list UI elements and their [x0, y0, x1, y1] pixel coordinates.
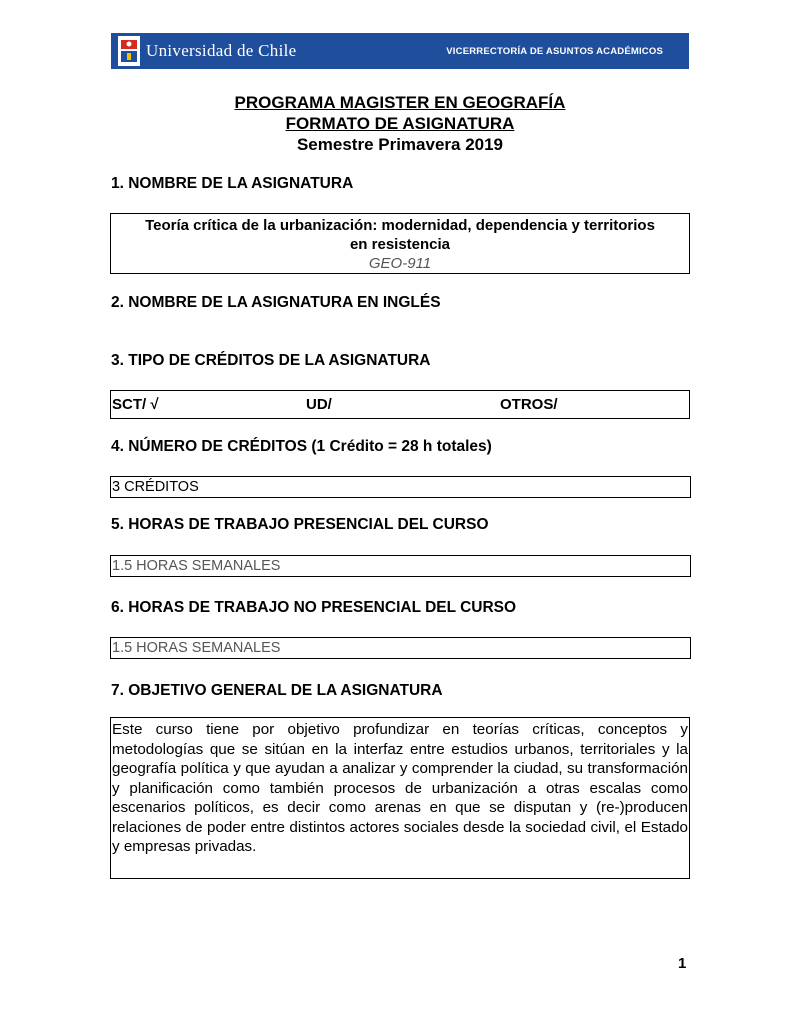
semester-title: Semestre Primavera 2019	[296, 135, 504, 154]
section-1-heading: 1. NOMBRE DE LA ASIGNATURA	[111, 175, 354, 192]
format-title: FORMATO DE ASIGNATURA	[285, 114, 515, 133]
section-2-heading: 2. NOMBRE DE LA ASIGNATURA EN INGLÉS	[111, 294, 441, 311]
presential-hours-box	[110, 555, 691, 577]
page-number: 1	[678, 955, 687, 972]
credit-type-sct: SCT/ √	[112, 396, 159, 413]
credits-box	[110, 476, 691, 498]
course-name-box	[110, 213, 690, 274]
credits-value: 3 CRÉDITOS	[112, 479, 199, 495]
university-logo-icon	[118, 36, 140, 66]
credit-type-ud: UD/	[306, 396, 332, 413]
header-banner	[111, 33, 689, 69]
credit-type-box	[110, 390, 690, 419]
program-title: PROGRAMA MAGISTER EN GEOGRAFÍA	[234, 93, 566, 112]
objective-box	[110, 717, 690, 879]
course-name-line-2: en resistencia	[349, 236, 451, 253]
section-7-heading: 7. OBJETIVO GENERAL DE LA ASIGNATURA	[111, 682, 443, 699]
section-5-heading: 5. HORAS DE TRABAJO PRESENCIAL DEL CURSO	[111, 516, 489, 533]
course-name-line-1: Teoría crítica de la urbanización: modernidad, dependencia y territorios	[145, 217, 655, 234]
section-3-heading: 3. TIPO DE CRÉDITOS DE LA ASIGNATURA	[111, 352, 431, 369]
non-presential-hours-box	[110, 637, 691, 659]
section-4-heading: 4. NÚMERO DE CRÉDITOS (1 Crédito = 28 h totales)	[111, 438, 492, 455]
university-name: Universidad de Chile	[146, 41, 297, 60]
section-6-heading: 6. HORAS DE TRABAJO NO PRESENCIAL DEL CURSO	[111, 599, 517, 616]
vicerrectoria-label: VICERRECTORÍA DE ASUNTOS ACADÉMICOS	[446, 45, 663, 57]
credit-type-otros: OTROS/	[500, 396, 558, 413]
presential-hours-value: 1.5 HORAS SEMANALES	[112, 558, 281, 574]
non-presential-hours-value: 1.5 HORAS SEMANALES	[112, 640, 281, 656]
course-code: GEO-911	[368, 255, 432, 272]
objective-text: Este curso tiene por objetivo profundizar en teorías críticas, conceptos y metodologías que se sitúan en la interfaz entre estudios urbanos, territoriales y la geografía política y que ayudan a analizar y comprender la ciudad, su transformación y planificación como también procesos de urbanización a otras escalas como escenarios políticos, es decir como arenas en que se disputan y (re-)producen relaciones de poder entre distintos actores sociales desde la sociedad civil, el Estado y empresas privadas.	[112, 721, 688, 855]
